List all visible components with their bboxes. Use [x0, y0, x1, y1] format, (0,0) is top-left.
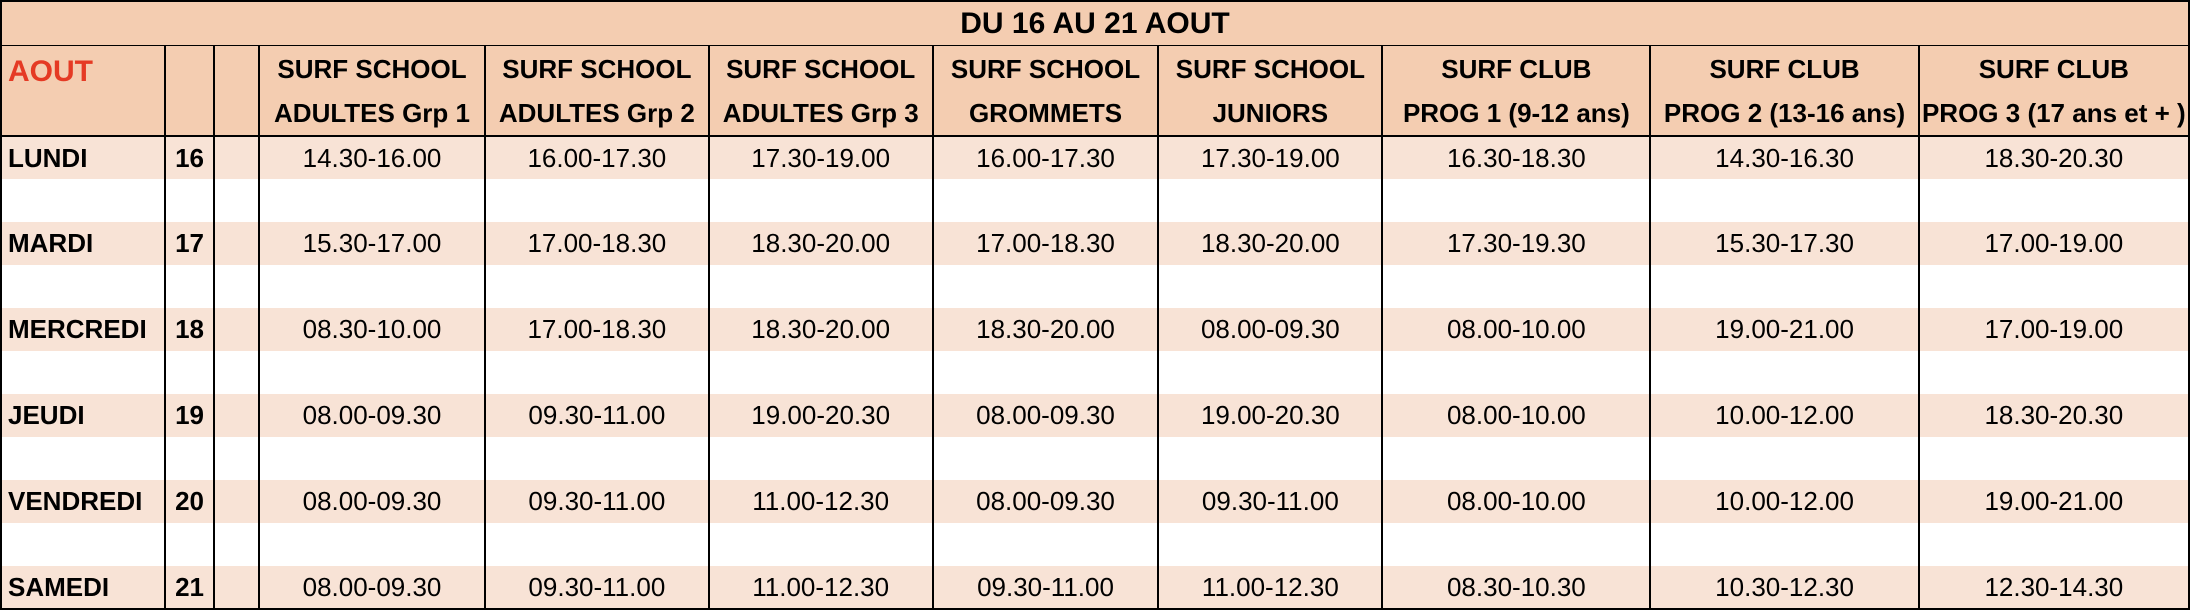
column-header — [709, 46, 933, 136]
table-row — [1, 136, 2189, 179]
empty-cell — [1, 265, 165, 308]
column-header-line1: SURF SCHOOL — [1175, 53, 1365, 84]
time-slot-cell: 18.30-20.00 — [709, 222, 933, 265]
time-slot-cell: 09.30-11.00 — [485, 566, 709, 609]
date-cell: 19 — [165, 394, 213, 437]
date-cell: 18 — [165, 308, 213, 351]
empty-cell — [214, 437, 259, 480]
time-slot-cell: 18.30-20.30 — [1919, 136, 2189, 179]
empty-cell — [1382, 523, 1650, 566]
column-header-line2: ADULTES Grp 2 — [498, 97, 695, 128]
empty-cell — [1158, 351, 1382, 394]
time-slot-cell: 19.00-20.30 — [709, 394, 933, 437]
column-header-line2: ADULTES Grp 3 — [722, 97, 919, 128]
spacer-cell — [214, 480, 259, 523]
table-row — [1, 222, 2189, 265]
time-slot-cell: 08.00-10.00 — [1382, 394, 1650, 437]
time-slot-cell: 11.00-12.30 — [709, 566, 933, 609]
column-header — [933, 46, 1159, 136]
column-header — [485, 46, 709, 136]
column-header-line1: SURF SCHOOL — [726, 53, 916, 84]
empty-cell — [214, 265, 259, 308]
time-slot-cell: 16.30-18.30 — [1382, 136, 1650, 179]
time-slot-cell: 08.00-09.30 — [259, 394, 485, 437]
schedule-title: DU 16 AU 21 AOUT — [0, 0, 2190, 46]
spacer-cell — [214, 222, 259, 265]
time-slot-cell: 12.30-14.30 — [1919, 566, 2189, 609]
time-slot-cell: 16.00-17.30 — [933, 136, 1159, 179]
empty-cell — [1919, 523, 2189, 566]
time-slot-cell: 09.30-11.00 — [933, 566, 1159, 609]
column-header — [1158, 46, 1382, 136]
empty-cell — [1, 523, 165, 566]
time-slot-cell: 09.30-11.00 — [1158, 480, 1382, 523]
spacer-cell — [214, 308, 259, 351]
column-header-line1: SURF SCHOOL — [277, 53, 467, 84]
time-slot-cell: 16.00-17.30 — [485, 136, 709, 179]
empty-cell — [214, 179, 259, 222]
empty-cell — [1919, 265, 2189, 308]
empty-cell — [485, 437, 709, 480]
empty-cell — [1650, 351, 1918, 394]
empty-cell — [165, 523, 213, 566]
time-slot-cell: 08.00-10.00 — [1382, 480, 1650, 523]
empty-cell — [165, 437, 213, 480]
time-slot-cell: 17.30-19.00 — [1158, 136, 1382, 179]
time-slot-cell: 10.00-12.00 — [1650, 480, 1918, 523]
empty-cell — [1, 179, 165, 222]
empty-cell — [485, 265, 709, 308]
month-label: AOUT — [1, 46, 165, 136]
spacer-row — [1, 437, 2189, 480]
empty-cell — [709, 351, 933, 394]
column-header-line2: PROG 3 (17 ans et + ) — [1921, 97, 2186, 128]
column-header-line2: GROMMETS — [968, 97, 1123, 128]
empty-cell — [1919, 437, 2189, 480]
table-row — [1, 394, 2189, 437]
empty-cell — [1158, 523, 1382, 566]
time-slot-cell: 17.00-18.30 — [485, 308, 709, 351]
time-slot-cell: 19.00-21.00 — [1919, 480, 2189, 523]
time-slot-cell: 08.00-09.30 — [933, 394, 1159, 437]
time-slot-cell: 15.30-17.30 — [1650, 222, 1918, 265]
time-slot-cell: 17.30-19.00 — [709, 136, 933, 179]
spacer-row — [1, 523, 2189, 566]
column-header-line1: SURF CLUB — [1709, 53, 1860, 84]
empty-cell — [709, 523, 933, 566]
empty-cell — [259, 179, 485, 222]
time-slot-cell: 08.00-09.30 — [259, 566, 485, 609]
day-cell: JEUDI — [1, 394, 165, 437]
empty-cell — [709, 265, 933, 308]
empty-cell — [1158, 265, 1382, 308]
time-slot-cell: 14.30-16.30 — [1650, 136, 1918, 179]
time-slot-cell: 19.00-21.00 — [1650, 308, 1918, 351]
date-header-cell — [165, 46, 213, 136]
empty-cell — [1919, 351, 2189, 394]
column-header-line1: SURF CLUB — [1978, 53, 2129, 84]
time-slot-cell: 08.00-09.30 — [933, 480, 1159, 523]
schedule-body — [1, 136, 2189, 609]
empty-cell — [214, 351, 259, 394]
empty-cell — [1382, 265, 1650, 308]
date-cell: 17 — [165, 222, 213, 265]
empty-cell — [709, 437, 933, 480]
day-cell: MERCREDI — [1, 308, 165, 351]
empty-cell — [1382, 351, 1650, 394]
empty-cell — [933, 523, 1159, 566]
empty-cell — [1919, 179, 2189, 222]
spacer-cell — [214, 566, 259, 609]
empty-cell — [165, 351, 213, 394]
time-slot-cell: 09.30-11.00 — [485, 480, 709, 523]
time-slot-cell: 08.00-09.30 — [259, 480, 485, 523]
time-slot-cell: 18.30-20.00 — [933, 308, 1159, 351]
time-slot-cell: 15.30-17.00 — [259, 222, 485, 265]
table-row — [1, 566, 2189, 609]
time-slot-cell: 18.30-20.00 — [709, 308, 933, 351]
time-slot-cell: 10.30-12.30 — [1650, 566, 1918, 609]
column-header-line1: SURF SCHOOL — [950, 53, 1141, 84]
empty-cell — [709, 179, 933, 222]
empty-cell — [1382, 179, 1650, 222]
empty-cell — [485, 523, 709, 566]
day-cell: LUNDI — [1, 136, 165, 179]
time-slot-cell: 18.30-20.30 — [1919, 394, 2189, 437]
empty-cell — [259, 523, 485, 566]
empty-cell — [1158, 179, 1382, 222]
day-cell: SAMEDI — [1, 566, 165, 609]
spacer-cell — [214, 394, 259, 437]
time-slot-cell: 08.30-10.30 — [1382, 566, 1650, 609]
empty-cell — [1158, 437, 1382, 480]
time-slot-cell: 18.30-20.00 — [1158, 222, 1382, 265]
spacer-header-cell — [214, 46, 259, 136]
empty-cell — [259, 265, 485, 308]
column-header-line2: PROG 1 (9-12 ans) — [1402, 97, 1630, 128]
time-slot-cell: 08.00-10.00 — [1382, 308, 1650, 351]
empty-cell — [1382, 437, 1650, 480]
time-slot-cell: 17.30-19.30 — [1382, 222, 1650, 265]
time-slot-cell: 17.00-19.00 — [1919, 222, 2189, 265]
time-slot-cell: 08.30-10.00 — [259, 308, 485, 351]
empty-cell — [1650, 523, 1918, 566]
column-header — [1650, 46, 1918, 136]
time-slot-cell: 19.00-20.30 — [1158, 394, 1382, 437]
empty-cell — [1, 437, 165, 480]
column-header — [1382, 46, 1650, 136]
empty-cell — [1650, 179, 1918, 222]
empty-cell — [1650, 265, 1918, 308]
empty-cell — [259, 351, 485, 394]
day-cell: MARDI — [1, 222, 165, 265]
empty-cell — [933, 265, 1159, 308]
column-header — [259, 46, 485, 136]
spacer-row — [1, 351, 2189, 394]
empty-cell — [165, 179, 213, 222]
empty-cell — [1650, 437, 1918, 480]
time-slot-cell: 17.00-19.00 — [1919, 308, 2189, 351]
table-row — [1, 308, 2189, 351]
empty-cell — [165, 265, 213, 308]
time-slot-cell: 17.00-18.30 — [485, 222, 709, 265]
column-header-line2: ADULTES Grp 1 — [274, 97, 470, 128]
column-header-line2: JUNIORS — [1212, 97, 1329, 128]
empty-cell — [1, 351, 165, 394]
time-slot-cell: 11.00-12.30 — [709, 480, 933, 523]
spacer-cell — [214, 136, 259, 179]
time-slot-cell: 11.00-12.30 — [1158, 566, 1382, 609]
date-cell: 20 — [165, 480, 213, 523]
day-cell: VENDREDI — [1, 480, 165, 523]
spacer-row — [1, 179, 2189, 222]
column-header-line2: PROG 2 (13-16 ans) — [1663, 97, 1906, 128]
empty-cell — [933, 437, 1159, 480]
time-slot-cell: 14.30-16.00 — [259, 136, 485, 179]
time-slot-cell: 10.00-12.00 — [1650, 394, 1918, 437]
header-row — [1, 46, 2189, 136]
time-slot-cell: 09.30-11.00 — [485, 394, 709, 437]
time-slot-cell: 17.00-18.30 — [933, 222, 1159, 265]
empty-cell — [259, 437, 485, 480]
empty-cell — [485, 179, 709, 222]
schedule-table — [0, 46, 2190, 610]
empty-cell — [933, 351, 1159, 394]
date-cell: 21 — [165, 566, 213, 609]
column-header-line1: SURF CLUB — [1441, 53, 1592, 84]
empty-cell — [485, 351, 709, 394]
table-row — [1, 480, 2189, 523]
column-header-line1: SURF SCHOOL — [502, 53, 692, 84]
time-slot-cell: 08.00-09.30 — [1158, 308, 1382, 351]
date-cell: 16 — [165, 136, 213, 179]
spacer-row — [1, 265, 2189, 308]
column-header — [1919, 46, 2189, 136]
empty-cell — [933, 179, 1159, 222]
empty-cell — [214, 523, 259, 566]
